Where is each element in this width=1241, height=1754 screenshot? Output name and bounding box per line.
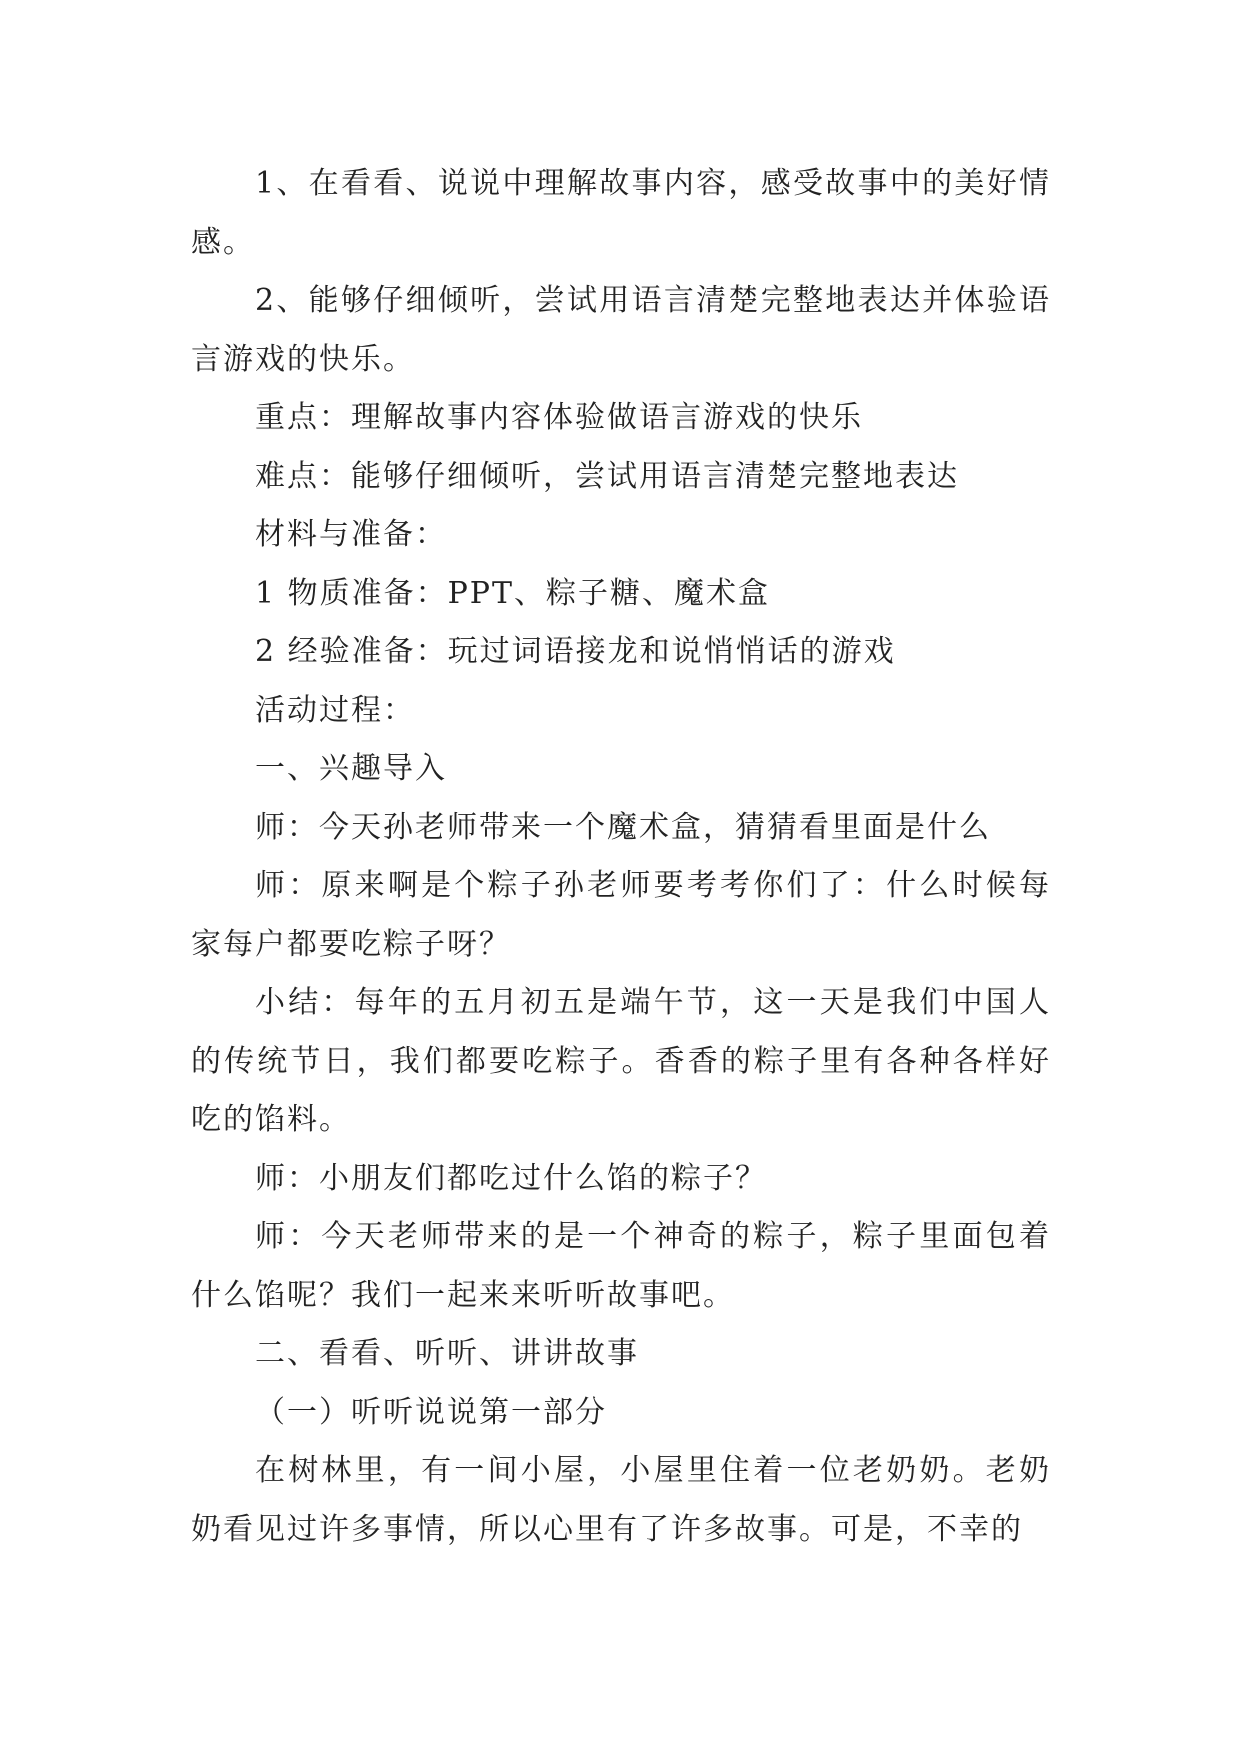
paragraph-goal-1: 1、在看看、说说中理解故事内容，感受故事中的美好情感。 bbox=[191, 166, 1051, 260]
paragraph-process-heading: 活动过程： bbox=[255, 692, 415, 728]
paragraph-subsection-1-heading: （一）听听说说第一部分 bbox=[255, 1394, 607, 1430]
paragraph-goal-2: 2、能够仔细倾听，尝试用语言清楚完整地表达并体验语言游戏的快乐。 bbox=[191, 283, 1051, 377]
paragraph-section-1-heading: 一、兴趣导入 bbox=[255, 751, 447, 786]
paragraph-teacher-line-1: 师：今天孙老师带来一个魔术盒，猜猜看里面是什么 bbox=[255, 809, 991, 845]
paragraph-materials-heading: 材料与准备： bbox=[255, 517, 447, 552]
paragraph-summary: 小结：每年的五月初五是端午节，这一天是我们中国人的传统节日，我们都要吃粽子。香香的粽子里有各种各样好吃的馅料。 bbox=[191, 985, 1051, 1137]
paragraph-teacher-line-3: 师：小朋友们都吃过什么馅的粽子？ bbox=[255, 1160, 767, 1196]
paragraph-teacher-line-4: 师：今天老师带来的是一个神奇的粽子，粽子里面包着什么馅呢？我们一起来来听听故事吧。 bbox=[191, 1219, 1051, 1313]
paragraph-difficulty: 难点：能够仔细倾听，尝试用语言清楚完整地表达 bbox=[255, 458, 959, 494]
paragraph-story-text: 在树林里，有一间小屋，小屋里住着一位老奶奶。老奶奶看见过许多事情，所以心里有了许多故事。可是，不幸的 bbox=[191, 1453, 1051, 1547]
paragraph-section-2-heading: 二、看看、听听、讲讲故事 bbox=[255, 1336, 639, 1371]
document-body bbox=[191, 155, 1051, 1559]
paragraph-experience-prep: 2 经验准备：玩过词语接龙和说悄悄话的游戏 bbox=[255, 634, 896, 669]
paragraph-material-prep: 1 物质准备：PPT、粽子糖、魔术盒 bbox=[255, 575, 771, 611]
paragraph-key-point: 重点：理解故事内容体验做语言游戏的快乐 bbox=[255, 400, 863, 435]
paragraph-teacher-line-2: 师：原来啊是个粽子孙老师要考考你们了：什么时候每家每户都要吃粽子呀？ bbox=[191, 868, 1051, 962]
